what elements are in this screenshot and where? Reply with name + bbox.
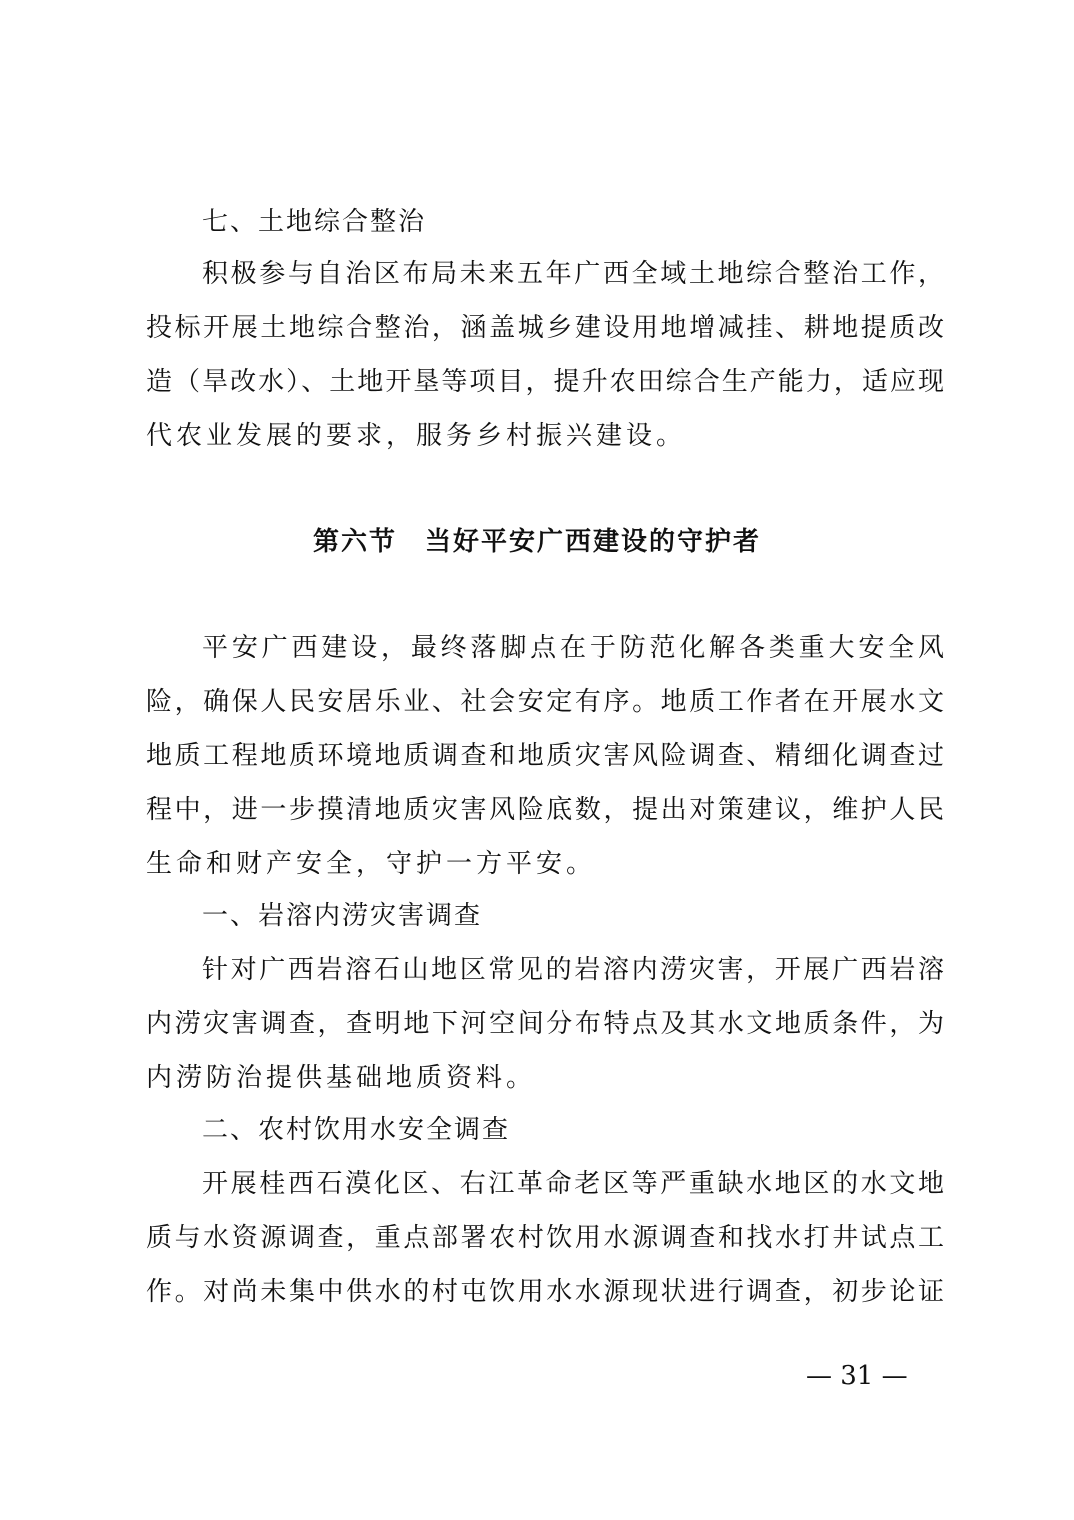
paragraph-line: 内涝防治提供基础地质资料。 xyxy=(146,1063,537,1093)
paragraph-line: 积极参与自治区布局未来五年广西全域土地综合整治工作， xyxy=(202,259,944,289)
heading-land-consolidation: 七、土地综合整治 xyxy=(202,207,427,237)
paragraph-line: 程中，进一步摸清地质灾害风险底数，提出对策建议，维护人民 xyxy=(146,795,944,825)
heading-karst-flood: 一、岩溶内涝灾害调查 xyxy=(202,901,483,931)
paragraph-line: 险，确保人民安居乐业、社会安定有序。地质工作者在开展水文 xyxy=(146,687,944,717)
paragraph-line: 生命和财产安全，守护一方平安。 xyxy=(146,849,597,879)
paragraph-line: 针对广西岩溶石山地区常见的岩溶内涝灾害，开展广西岩溶 xyxy=(202,955,944,985)
page-number: — 31 — xyxy=(806,1361,908,1391)
paragraph-line: 作。对尚未集中供水的村屯饮用水水源现状进行调查，初步论证 xyxy=(146,1277,944,1307)
paragraph-line: 开展桂西石漠化区、右江革命老区等严重缺水地区的水文地 xyxy=(202,1169,944,1199)
heading-rural-water: 二、农村饮用水安全调查 xyxy=(202,1115,511,1145)
paragraph-line: 代农业发展的要求，服务乡村振兴建设。 xyxy=(146,421,687,451)
paragraph-line: 地质工程地质环境地质调查和地质灾害风险调查、精细化调查过 xyxy=(146,741,944,771)
paragraph-line: 平安广西建设，最终落脚点在于防范化解各类重大安全风 xyxy=(202,633,944,663)
paragraph-line: 造（旱改水）、土地开垦等项目，提升农田综合生产能力，适应现 xyxy=(146,367,944,397)
paragraph-line: 内涝灾害调查，查明地下河空间分布特点及其水文地质条件，为 xyxy=(146,1009,944,1039)
paragraph-line: 质与水资源调查，重点部署农村饮用水源调查和找水打井试点工 xyxy=(146,1223,944,1253)
paragraph-line: 投标开展土地综合整治，涵盖城乡建设用地增减挂、耕地提质改 xyxy=(146,313,944,343)
section-title: 第六节 当好平安广西建设的守护者 xyxy=(312,527,761,557)
